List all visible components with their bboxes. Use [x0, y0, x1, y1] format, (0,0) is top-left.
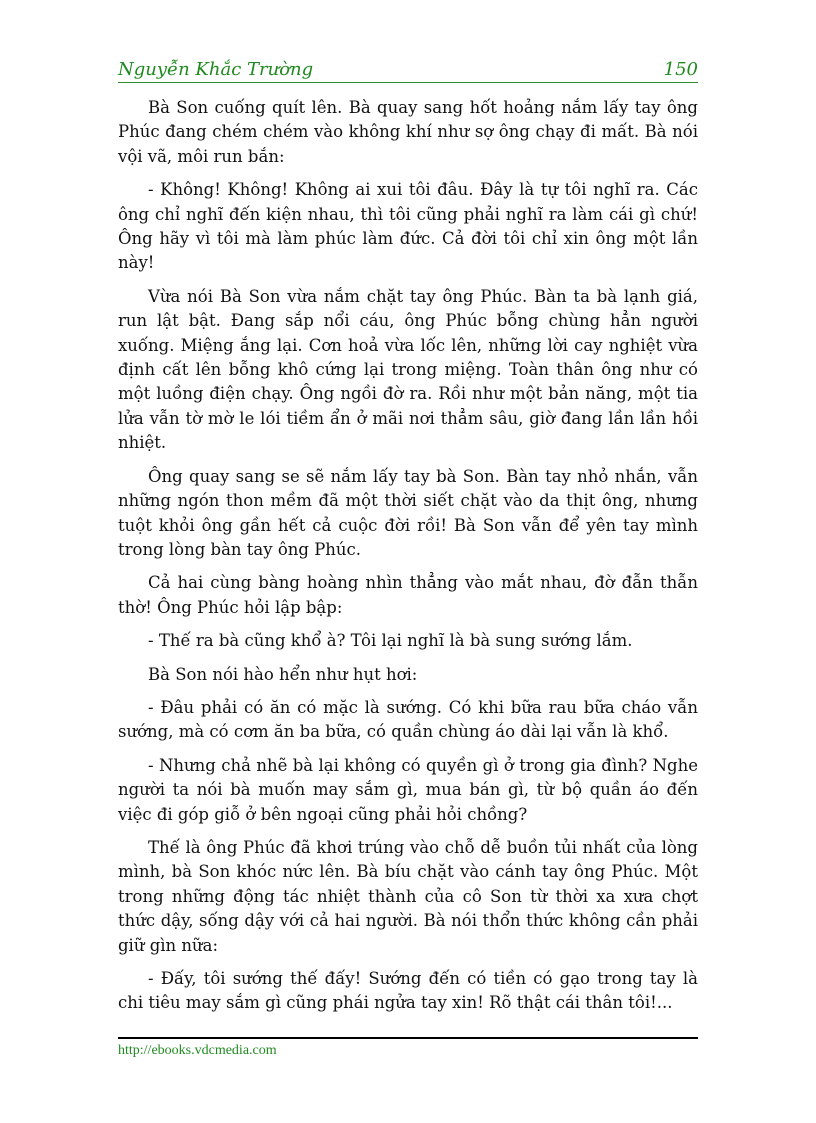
paragraph: Bà Son nói hào hển như hụt hơi: — [148, 664, 418, 684]
author-name: Nguyễn Khắc Trường — [118, 59, 314, 80]
page-body — [118, 96, 698, 1025]
paragraph: - Thế ra bà cũng khổ à? Tôi lại nghĩ là bà sung sướng lắm. — [148, 631, 633, 651]
paragraph: - Không! Không! Không ai xui tôi đâu. Đây là tự tôi nghĩ ra. Các ông chỉ nghĩ đến kiện nhau, thì tôi cũng phải nghĩ ra làm cái gì chứ! Ông hãy vì tôi mà làm phúc làm đức. Cả đời tôi chỉ xin ông một lần này! — [118, 180, 698, 273]
paragraph: Thế là ông Phúc đã khơi trúng vào chỗ dễ buồn tủi nhất của lòng mình, bà Son khóc nức lên. Bà bíu chặt vào cánh tay ông Phúc. Một trong những động tác nhiệt thành của cô Son từ thời xa xưa chợt thức dậy, sống dậy với cả hai người. Bà nói thổn thức không cần phải giữ gìn nữa: — [118, 837, 698, 955]
page-number: 150 — [663, 59, 698, 80]
paragraph: - Đâu phải có ăn có mặc là sướng. Có khi bữa rau bữa cháo vẫn sướng, mà có cơm ăn ba bữa, có quần chùng áo dài lại vẫn là khổ. — [118, 697, 698, 742]
page-footer — [118, 1037, 698, 1059]
paragraph: Ông quay sang se sẽ nắm lấy tay bà Son. Bàn tay nhỏ nhắn, vẫn những ngón thon mềm đã một thời siết chặt vào da thịt ông, nhưng tuột khỏi ông gần hết cả cuộc đời rồi! Bà Son vẫn để yên tay mình trong lòng bàn tay ông Phúc. — [118, 466, 698, 559]
paragraph: Cả hai cùng bàng hoàng nhìn thẳng vào mắt nhau, đờ đẫn thẫn thờ! Ông Phúc hỏi lập bập: — [118, 573, 698, 617]
footer-url[interactable]: http://ebooks.vdcmedia.com — [118, 1043, 277, 1058]
paragraph: Vừa nói Bà Son vừa nắm chặt tay ông Phúc. Bàn ta bà lạnh giá, run lật bật. Đang sắp nổi cáu, ông Phúc bỗng chùng hẳn người xuống. Miệng ắng lại. Cơn hoả vừa lốc lên, những lời cay nghiệt vừa định cất lên bỗng khô cứng lại trong miệng. Toàn thân ông như có một luồng điện chạy. Ông ngồi đờ ra. Rồi như một bản năng, một tia lửa vẫn tờ mờ le lói tiềm ẩn ở mãi nơi thẳm sâu, giờ đang lần lần hồi nhiệt. — [118, 286, 698, 453]
paragraph: Bà Son cuống quít lên. Bà quay sang hốt hoảng nắm lấy tay ông Phúc đang chém chém vào không khí như sợ ông chạy đi mất. Bà nói vội vã, môi run bắn: — [118, 98, 698, 166]
page-header — [118, 58, 698, 83]
paragraph: - Nhưng chả nhẽ bà lại không có quyền gì ở trong gia đình? Nghe người ta nói bà muốn may sắm gì, mua bán gì, từ bộ quần áo đến việc đi góp giỗ ở bên ngoại cũng phải hỏi chồng? — [118, 755, 698, 824]
paragraph: - Đấy, tôi sướng thế đấy! Sướng đến có tiền có gạo trong tay là chi tiêu may sắm gì cũng phái ngửa tay xin! Rõ thật cái thân tôi!... — [118, 969, 698, 1013]
